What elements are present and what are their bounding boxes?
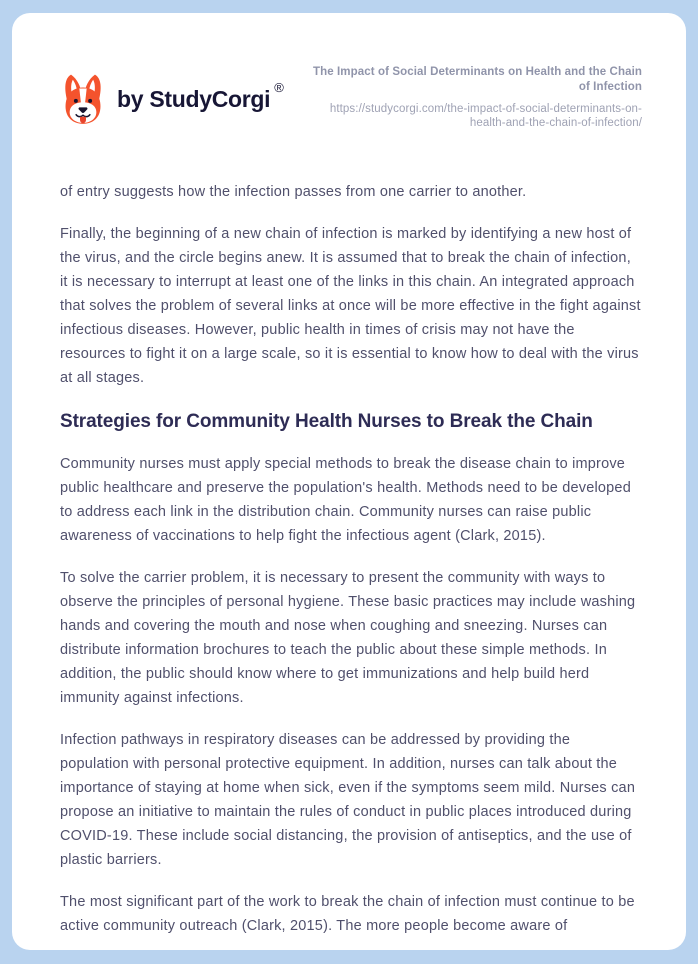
paragraph-new-chain-of-infection: Finally, the beginning of a new chain of infection is marked by identifying a new host of the virus, and the circle begins anew. It is assumed that to break the chain of infection, it is necessary to interrupt at least one of the links in this chain. An integrated approach that solves the problem of several links at once will be more effective in the fight against infectious diseases. However, public health in times of crisis may not have the resources to fight it on a large scale, so it is essential to know how to deal with the virus at all stages. [60, 226, 641, 386]
paragraph-personal-hygiene: To solve the carrier problem, it is necessary to present the community with ways to observe the principles of personal hygiene. These basic practices may include washing hands and covering the mouth and nose when coughing and sneezing. Nurses can distribute information brochures to teach the public about these simple methods. In addition, the public should know where to get immunizations and help build herd immunity against infections. [60, 570, 636, 706]
corgi-icon [60, 71, 106, 128]
document-meta [304, 65, 642, 130]
section-heading: Strategies for Community Health Nurses to Break the Chain [60, 411, 593, 432]
paragraph-community-nurses-methods: Community nurses must apply special methods to break the disease chain to improve public healthcare and preserve the population's health. Methods need to be developed to address each link in the distribution chain. Community nurses can raise public awareness of vaccinations to help fight the infectious agent (Clark, 2015). [60, 456, 631, 544]
document-title: The Impact of Social Determinants on Health and the Chain of Infection [312, 66, 642, 93]
paragraph-community-outreach: The most significant part of the work to break the chain of infection must continue to be active community outreach (Clark, 2015). The more people become aware of [60, 894, 635, 934]
brand-wordmark: by StudyCorgi [117, 86, 271, 112]
document-header [60, 60, 642, 130]
studycorgi-logo [60, 71, 284, 128]
registered-trademark: ® [274, 80, 284, 95]
paragraph-infection-pathways: Infection pathways in respiratory diseases can be addressed by providing the population with personal protective equipment. In addition, nurses can talk about the importance of staying at home when sick, even if the symptoms seem mild. Nurses can propose an initiative to maintain the rules of conduct in public places introduced during COVID-19. These include social distancing, the provision of antiseptics, and the use of plastic barriers. [60, 732, 636, 868]
paragraph-entry-fragment: of entry suggests how the infection passes from one carrier to another. [60, 184, 527, 200]
brand-text [117, 80, 284, 113]
document-url: https://studycorgi.com/the-impact-of-social-determinants-on-health-and-the-chain-of-infection/ [329, 103, 642, 129]
document-content [60, 180, 642, 938]
document-card [12, 13, 686, 950]
